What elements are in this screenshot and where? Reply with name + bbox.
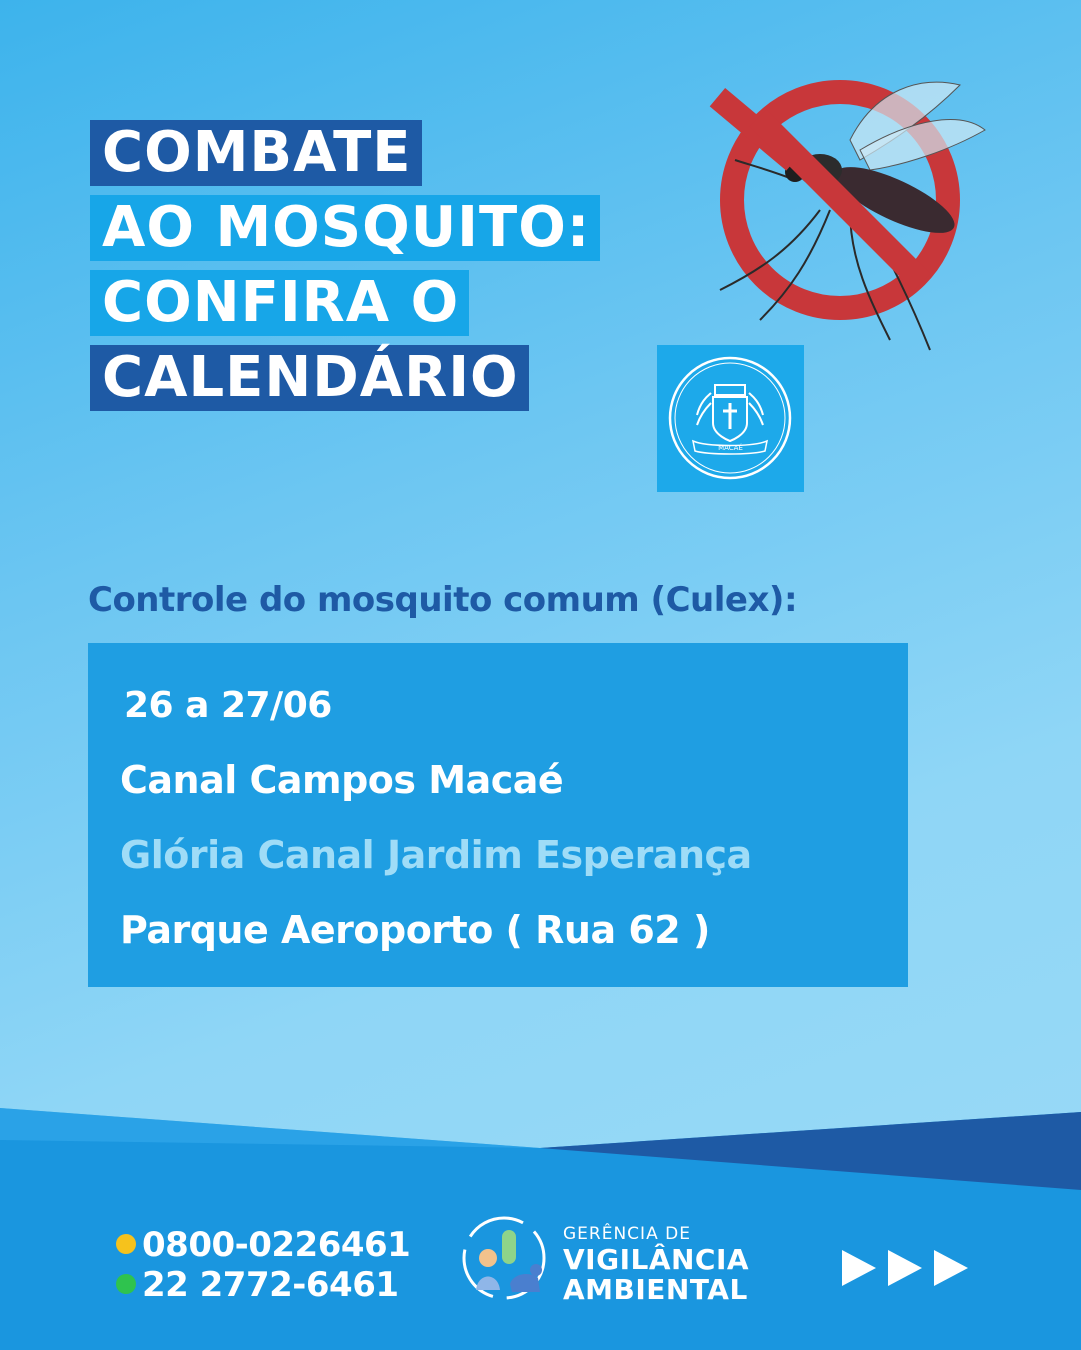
title-line-1: COMBATE (90, 120, 422, 186)
no-mosquito-icon (700, 60, 1000, 360)
org-label-line1: VIGILÂNCIA (563, 1243, 750, 1276)
phone-icon (116, 1234, 136, 1254)
subtitle: Controle do mosquito comum (Culex): (88, 580, 798, 620)
city-seal (657, 345, 804, 492)
seal-emblem-icon (657, 345, 804, 492)
whatsapp-number (116, 1265, 399, 1305)
phone-text: 0800-0226461 (142, 1225, 411, 1265)
org-label-small: GERÊNCIA DE (563, 1224, 691, 1244)
title-line-4: CALENDÁRIO (90, 345, 529, 411)
whatsapp-text: 22 2772-6461 (142, 1265, 399, 1305)
phone-number (116, 1225, 410, 1265)
whatsapp-icon (116, 1274, 136, 1294)
schedule-box (88, 643, 908, 987)
title-line-2: AO MOSQUITO: (90, 195, 600, 261)
vigilancia-logo-icon (452, 1212, 562, 1304)
org-label-line2: AMBIENTAL (563, 1273, 748, 1306)
schedule-location: Parque Aeroporto ( Rua 62 ) (120, 908, 710, 952)
title-line-3: CONFIRA O (90, 270, 469, 336)
schedule-location: Canal Campos Macaé (120, 758, 564, 802)
seal-banner-text: MACAÉ (718, 444, 743, 452)
forward-arrows-icon (842, 1248, 972, 1288)
schedule-date: 26 a 27/06 (124, 685, 332, 726)
schedule-location: Glória Canal Jardim Esperança (120, 833, 752, 877)
